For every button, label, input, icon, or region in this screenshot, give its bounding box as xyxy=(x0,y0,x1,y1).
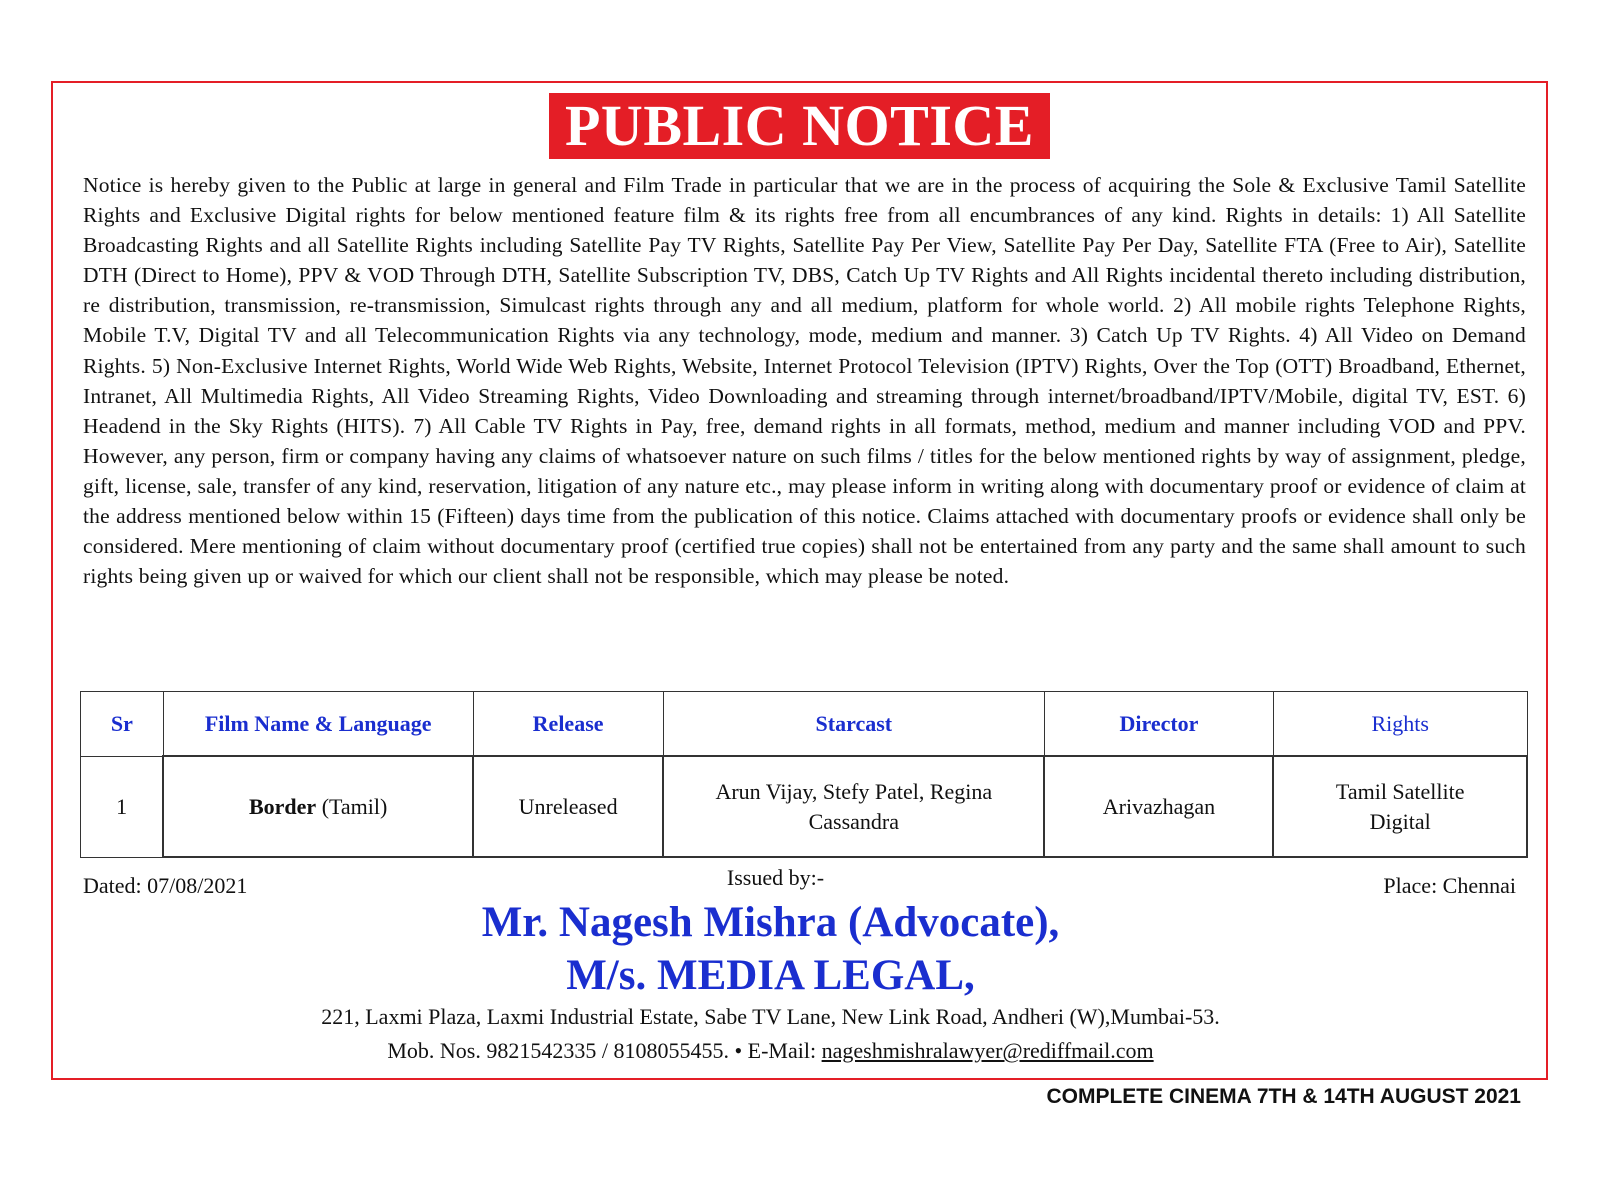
issuer-firm: M/s. MEDIA LEGAL, xyxy=(566,952,975,999)
notice-title: PUBLIC NOTICE xyxy=(549,93,1050,159)
starcast-line-1: Arun Vijay, Stefy Patel, Regina xyxy=(715,778,993,804)
place-text: Place: Chennai xyxy=(1383,873,1516,898)
table-header-row xyxy=(81,692,1528,757)
notice-body: Notice is hereby given to the Public at large in general and Film Trade in particular that we are in the process of acquiring the Sole & Exclusive Tamil Satellite Rights and Exclusive Digital rights for below mentioned feature film & its rights free from all encumbrances of any kind. Rights in details: 1) All Satellite Broadcasting Rights and all Satellite Rights including Satellite Pay TV Rights, Satellite Pay Per View, Satellite Pay Per Day, Satellite FTA (Free to Air), Satellite DTH (Direct to Home), PPV & VOD Through DTH, Satellite Subscription TV, DBS, Catch Up TV Rights and All Rights incidental thereto including distribution, re distribution, transmission, re-transmission, Simulcast rights through any and all medium, platform for whole world. 2) All mobile rights Telephone Rights, Mobile T.V, Digital TV and all Telecommunication Rights via any technology, mode, medium and manner. 3) Catch Up TV Rights. 4) All Video on Demand Rights. 5) Non-Exclusive Internet Rights, World Wide Web Rights, Website, Internet Protocol Television (IPTV) Rights, Over the Top (OTT) Broadband, Ethernet, Intranet, All Multimedia Rights, All Video Streaming Rights, Video Downloading and streaming through internet/broadband/IPTV/Mobile, digital TV, EST. 6) Headend in the Sky Rights (HITS). 7) All Cable TV Rights in Pay, free, demand rights in all formats, method, medium and manner including VOD and PPV. However, any person, firm or company having any claims of whatsoever nature on such films / titles for the below mentioned rights by way of assignment, pledge, gift, license, sale, transfer of any kind, reservation, litigation of any nature etc., may please inform in writing along with documentary proof or evidence of claim at the address mentioned below within 15 (Fifteen) days time from the publication of this notice. Claims attached with documentary proofs or evidence shall only be considered. Mere mentioning of claim without documentary proof (certified true copies) shall not be entertained from any party and the same shall amount to such rights being given up or waived for which our client shall not be responsible, which may please be noted. xyxy=(83,173,1526,589)
header-rights: Rights xyxy=(1273,692,1527,757)
cell-director: Arivazhagan xyxy=(1044,756,1273,857)
email-link[interactable]: nageshmishralawyer@rediffmail.com xyxy=(821,1038,1154,1063)
rights-line-2: Digital xyxy=(1369,808,1431,834)
notice-frame xyxy=(51,81,1548,1080)
cell-rights xyxy=(1273,756,1527,857)
dated-text: Dated: 07/08/2021 xyxy=(83,873,248,898)
cell-sr: 1 xyxy=(81,756,164,857)
contact-numbers: Mob. Nos. 9821542335 / 8108055455. • E-Mail: xyxy=(387,1038,822,1063)
cell-film xyxy=(163,756,473,857)
header-sr: Sr xyxy=(81,692,164,757)
starcast-line-2: Cassandra xyxy=(808,808,900,834)
rights-table xyxy=(80,691,1528,858)
film-language: (Tamil) xyxy=(321,793,388,819)
publication-footer: COMPLETE CINEMA 7TH & 14TH AUGUST 2021 xyxy=(1046,1085,1521,1108)
title-wrap xyxy=(53,93,1546,159)
header-director: Director xyxy=(1044,692,1273,757)
cell-starcast xyxy=(663,756,1044,857)
header-release: Release xyxy=(473,692,663,757)
issued-by-text: Issued by:- xyxy=(726,865,825,890)
header-starcast: Starcast xyxy=(663,692,1044,757)
cell-release: Unreleased xyxy=(473,756,663,857)
issuer-name: Mr. Nagesh Mishra (Advocate), xyxy=(481,899,1060,946)
rights-line-1: Tamil Satellite xyxy=(1335,778,1465,804)
header-film: Film Name & Language xyxy=(163,692,473,757)
issuer-address: 221, Laxmi Plaza, Laxmi Industrial Estate, Sabe TV Lane, New Link Road, Andheri (W),Mumbai-53. xyxy=(321,1004,1220,1029)
table-row xyxy=(81,756,1528,857)
issuer-contact xyxy=(0,1038,1546,1064)
film-name: Border xyxy=(248,793,317,819)
